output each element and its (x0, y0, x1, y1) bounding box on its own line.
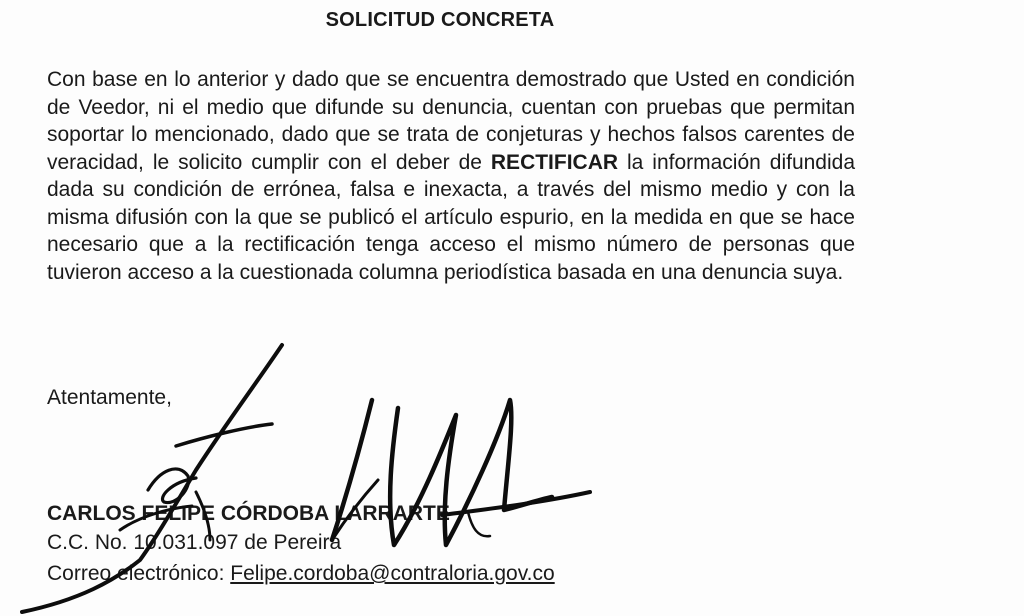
signer-email-row (47, 562, 555, 586)
paragraph-text-start: Con base en lo anterior y dado que se encuentra demostrado que Usted en condición de Veedor, ni el medio que difunde su denuncia, cuentan con pruebas que permitan soportar lo mencionado, dado que se trata de conjeturas y hechos falsos carentes de veracidad, le solicito cumplir con el deber de (47, 68, 855, 174)
email-label: Correo electrónico: (47, 562, 231, 585)
emphasis-rectificar: RECTIFICAR (490, 150, 619, 174)
closing-salutation: Atentamente, (47, 386, 172, 409)
email-link[interactable]: Felipe.cordoba@contraloria.gov.co (230, 562, 555, 585)
paragraph-text-end: la información difundida dada su condición de errónea, falsa e inexacta, a través del mismo medio y con la misma difusión con la que se publicó el artículo espurio, en la medida en que se hace necesario que a la rectificación tenga acceso el mismo número de personas que tuvieron acceso a la cuestionada columna periodística basada en una denuncia suya. (47, 150, 856, 284)
request-paragraph (47, 66, 855, 286)
section-heading: SOLICITUD CONCRETA (325, 9, 555, 31)
signer-name: CARLOS FELIPE CÓRDOBA LARRARTE (47, 502, 450, 525)
signer-id-line: C.C. No. 10.031.097 de Pereira (47, 531, 342, 554)
